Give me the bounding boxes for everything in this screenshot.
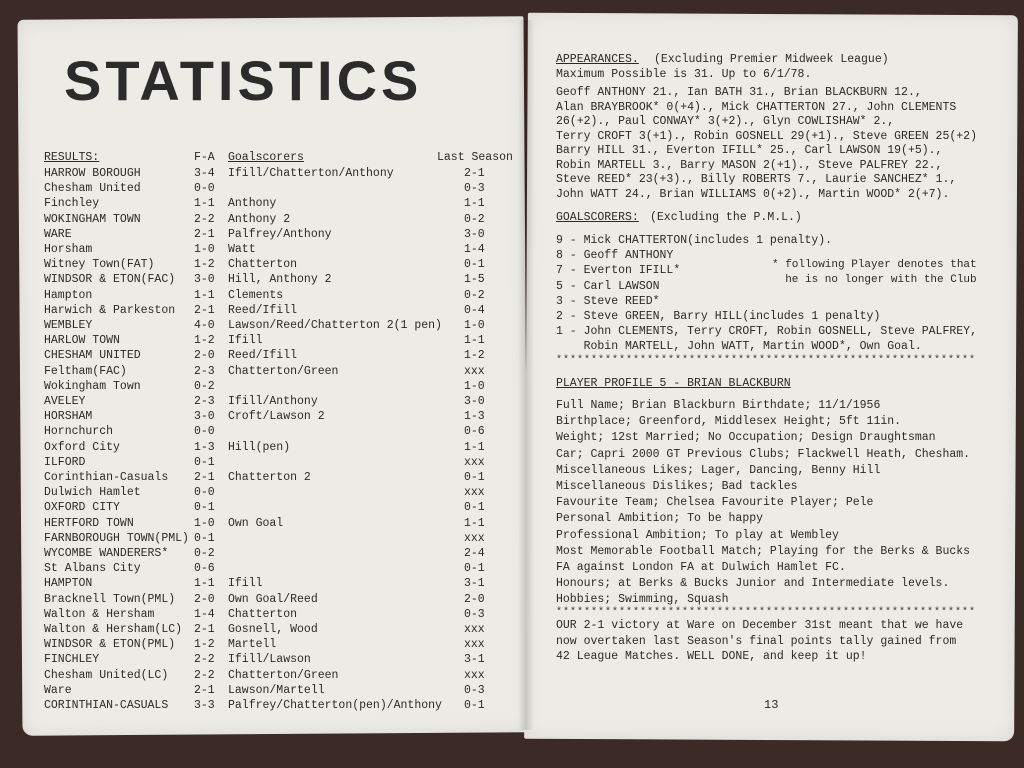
table-row [44, 166, 514, 181]
result-scorers: Gosnell, Wood [228, 623, 318, 636]
result-last-season: xxx [464, 455, 485, 469]
profile-line: Car; Capri 2000 GT Previous Clubs; Flackwell Heath, Chesham. [556, 447, 971, 461]
result-score: 0-0 [194, 182, 215, 196]
appearances-heading: APPEARANCES. [556, 53, 639, 66]
result-last-season: 1-3 [464, 410, 485, 424]
appearances-subheading: (Excluding Premier Midweek League) [654, 53, 889, 66]
result-scorers: Palfrey/Anthony [228, 227, 332, 241]
result-scorers: Own Goal/Reed [228, 592, 318, 606]
result-score: 1-1 [194, 577, 215, 591]
result-scorers: Anthony 2 [228, 212, 291, 226]
result-club: ILFORD [44, 455, 86, 469]
table-row [44, 698, 514, 713]
result-last-season: 1-2 [464, 349, 485, 363]
appearances-line: Maximum Possible is 31. Up to 6/1/78. [556, 68, 812, 81]
closing-line: now overtaken last Season's final points tally gained from [556, 634, 957, 648]
table-row [44, 622, 514, 637]
table-row [44, 531, 514, 546]
profile-line: Full Name; Brian Blackburn Birthdate; 11/1/1956 [556, 399, 881, 412]
result-last-season: 0-1 [464, 501, 485, 515]
table-row [44, 394, 514, 409]
table-row [44, 348, 514, 363]
result-score: 2-1 [194, 303, 215, 317]
result-club: Chesham United [44, 182, 141, 196]
result-club: Feltham(FAC) [44, 364, 127, 378]
table-row [44, 212, 514, 227]
result-last-season: 1-1 [464, 440, 485, 454]
results-heading: RESULTS: [44, 151, 100, 164]
result-scorers: Watt [228, 243, 256, 256]
result-score: 3-0 [194, 273, 215, 287]
table-row [44, 470, 514, 485]
result-club: Bracknell Town(PML) [44, 592, 176, 606]
table-row [44, 668, 514, 683]
result-score: 1-1 [194, 288, 215, 302]
result-score: 0-2 [194, 547, 215, 560]
result-last-season: 0-1 [464, 562, 485, 576]
table-row [44, 561, 514, 576]
goalscorer-line: 7 - Everton IFILL* [556, 264, 681, 278]
result-club: Chesham United(LC) [44, 668, 169, 682]
result-scorers: Ifill/Chatterton/Anthony [228, 167, 394, 180]
table-row [44, 227, 514, 242]
goalscorer-line: 9 - Mick CHATTERTON(includes 1 penalty). [556, 234, 833, 247]
goalscorers-heading: GOALSCORERS: [556, 211, 639, 224]
result-score: 3-0 [194, 410, 215, 424]
result-last-season: 1-1 [464, 334, 485, 348]
result-scorers: Hill, Anthony 2 [228, 273, 332, 287]
result-club: Wokingham Town [44, 379, 141, 393]
footnote-line: he is no longer with the Club [772, 274, 977, 286]
result-last-season: 0-3 [464, 182, 485, 196]
last-season-heading: Last Season [437, 151, 513, 164]
table-row [44, 196, 514, 211]
result-score: 1-2 [194, 334, 215, 348]
table-row [44, 607, 514, 622]
result-scorers: Martell [228, 638, 277, 652]
result-club: Witney Town(FAT) [44, 258, 155, 272]
profile-line: Honours; at Berks & Bucks Junior and Intermediate levels. [556, 577, 950, 591]
result-score: 2-1 [194, 471, 215, 484]
result-score: 2-2 [194, 653, 215, 667]
result-score: 3-3 [194, 699, 215, 712]
result-last-season: 3-0 [464, 395, 485, 408]
result-score: 0-0 [194, 486, 215, 500]
result-scorers: Anthony [228, 197, 277, 211]
table-row [44, 409, 514, 424]
result-score: 2-3 [194, 395, 215, 408]
profile-line: Favourite Team; Chelsea Favourite Player; Pele [556, 496, 874, 510]
result-club: OXFORD CITY [44, 501, 120, 515]
result-last-season: 0-3 [464, 683, 485, 697]
closing-line: 42 League Matches. WELL DONE, and keep it up! [556, 650, 867, 663]
result-last-season: 3-1 [464, 653, 485, 667]
result-club: CHESHAM UNITED [44, 349, 141, 363]
result-score: 1-1 [194, 197, 215, 211]
table-row [44, 364, 514, 379]
result-score: 3-4 [194, 167, 215, 180]
result-club: HARLOW TOWN [44, 334, 120, 348]
closing-line: OUR 2-1 victory at Ware on December 31st meant that we have [556, 619, 964, 632]
profile-heading: PLAYER PROFILE 5 - BRIAN BLACKBURN [556, 377, 791, 390]
table-row [44, 637, 514, 652]
page-gutter [518, 20, 534, 730]
result-score: 2-2 [194, 212, 215, 226]
result-score: 0-1 [194, 501, 215, 515]
result-scorers: Chatterton [228, 258, 298, 272]
star-divider: ************************************************************ [556, 355, 977, 366]
result-score: 1-2 [194, 638, 215, 652]
result-score: 0-2 [194, 379, 215, 393]
result-club: FINCHLEY [44, 653, 100, 667]
result-scorers: Ifill [228, 577, 263, 591]
profile-line: Hobbies; Swimming, Squash [556, 593, 729, 607]
profile-line: Most Memorable Football Match; Playing for the Berks & Bucks [556, 544, 971, 558]
result-score: 1-3 [194, 440, 215, 454]
result-club: Hornchurch [44, 425, 114, 439]
goalscorer-line: 3 - Steve REED* [556, 294, 660, 308]
table-row [44, 272, 514, 287]
result-club: FARNBOROUGH TOWN(PML) [44, 531, 189, 545]
goalscorer-line: Robin MARTELL, John WATT, Martin WOOD*, Own Goal. [556, 340, 922, 354]
goalscorers-subheading: (Excluding the P.M.L.) [650, 211, 802, 224]
appearances-line: Robin MARTELL 3., Barry MASON 2(+1)., Steve PALFREY 22., [556, 158, 943, 172]
table-row [44, 379, 514, 394]
result-last-season: 0-6 [464, 425, 485, 439]
result-club: Finchley [44, 197, 100, 211]
table-row [44, 500, 514, 515]
result-score: 2-0 [194, 349, 215, 363]
goalscorer-line: 5 - Carl LAWSON [556, 279, 660, 293]
result-last-season: 1-0 [464, 319, 485, 332]
result-club: WYCOMBE WANDERERS* [44, 547, 169, 560]
result-score: 2-1 [194, 623, 215, 636]
result-club: HAMPTON [44, 577, 93, 591]
appearances-line: Barry HILL 31., Everton IFILL* 25., Carl LAWSON 19(+5)., [556, 144, 943, 157]
profile-line: Personal Ambition; To be happy [556, 512, 764, 526]
result-last-season: xxx [464, 486, 485, 500]
result-last-season: 0-4 [464, 303, 485, 317]
page-title: STATISTICS [64, 49, 423, 112]
result-last-season: 3-1 [464, 577, 485, 591]
result-club: Hampton [44, 288, 93, 302]
result-scorers: Hill(pen) [228, 440, 291, 454]
result-last-season: 2-4 [464, 547, 485, 560]
appearances-line: Geoff ANTHONY 21., Ian BATH 31., Brian BLACKBURN 12., [556, 86, 922, 99]
table-row [44, 303, 514, 318]
page-number: 13 [764, 698, 779, 712]
result-score: 2-0 [194, 592, 215, 606]
result-scorers: Chatterton/Green [228, 668, 339, 682]
profile-line: Weight; 12st Married; No Occupation; Design Draughtsman [556, 431, 936, 445]
table-row [44, 288, 514, 303]
result-last-season: 0-2 [464, 288, 485, 302]
result-score: 1-2 [194, 258, 215, 272]
appearances-line: Terry CROFT 3(+1)., Robin GOSNELL 29(+1)., Steve GREEN 25(+2) [556, 129, 977, 143]
result-score: 0-1 [194, 531, 215, 545]
profile-line: Miscellaneous Dislikes; Bad tackles [556, 480, 798, 493]
result-last-season: xxx [464, 531, 485, 545]
appearances-line: Steve REED* 23(+3)., Billy ROBERTS 7., Laurie SANCHEZ* 1., [556, 173, 957, 186]
result-scorers: Ifill/Lawson [228, 653, 311, 667]
result-score: 2-1 [194, 227, 215, 241]
table-row [44, 652, 514, 667]
result-last-season: xxx [464, 364, 485, 378]
table-row [44, 485, 514, 500]
result-score: 0-1 [194, 455, 215, 469]
result-score: 2-1 [194, 683, 215, 697]
result-club: WINDSOR & ETON(FAC) [44, 273, 176, 287]
result-score: 1-4 [194, 607, 215, 621]
table-row [44, 318, 514, 333]
result-score: 4-0 [194, 319, 215, 332]
profile-line: Birthplace; Greenford, Middlesex Height; 5ft 11in. [556, 415, 902, 429]
profile-line: FA against London FA at Dulwich Hamlet FC. [556, 561, 846, 574]
goalscorer-line: 2 - Steve GREEN, Barry HILL(includes 1 penalty) [556, 310, 881, 323]
results-header-row [44, 150, 514, 165]
result-club: WEMBLEY [44, 319, 93, 332]
goalscorer-line: 8 - Geoff ANTHONY [556, 249, 674, 263]
result-club: HERTFORD TOWN [44, 516, 134, 530]
result-scorers: Clements [228, 288, 284, 302]
result-last-season: 1-5 [464, 273, 485, 287]
result-score: 2-2 [194, 668, 215, 682]
result-scorers: Croft/Lawson 2 [228, 410, 325, 424]
result-scorers: Reed/Ifill [228, 349, 298, 363]
table-row [44, 516, 514, 531]
goalscorer-line: 1 - John CLEMENTS, Terry CROFT, Robin GOSNELL, Steve PALFREY, [556, 325, 977, 339]
appearances-line: 26(+2)., Paul CONWAY* 3(+2)., Glyn COWLISHAW* 2., [556, 115, 895, 128]
result-scorers: Chatterton/Green [228, 364, 339, 378]
result-club: WOKINGHAM TOWN [44, 212, 141, 226]
result-score: 1-0 [194, 243, 215, 256]
result-club: WARE [44, 227, 72, 241]
result-scorers: Lawson/Martell [228, 683, 325, 697]
result-last-season: xxx [464, 668, 485, 682]
result-club: Oxford City [44, 440, 120, 454]
result-club: WINDSOR & ETON(PML) [44, 638, 176, 652]
result-scorers: Palfrey/Chatterton(pen)/Anthony [228, 699, 442, 712]
table-row [44, 181, 514, 196]
result-score: 2-3 [194, 364, 215, 378]
result-scorers: Reed/Ifill [228, 303, 298, 317]
goalscorers-heading: Goalscorers [228, 151, 304, 164]
result-last-season: 0-3 [464, 607, 485, 621]
table-row [44, 592, 514, 607]
table-row [44, 683, 514, 698]
result-last-season: 0-1 [464, 258, 485, 272]
result-last-season: 0-1 [464, 471, 485, 484]
appearances-line: John WATT 24., Brian WILLIAMS 0(+2)., Martin WOOD* 2(+7). [556, 187, 950, 201]
result-club: St Albans City [44, 562, 141, 576]
result-scorers: Chatterton 2 [228, 471, 311, 484]
result-club: Dulwich Hamlet [44, 486, 141, 500]
profile-line: Professional Ambition; To play at Wembley [556, 528, 839, 542]
result-club: HORSHAM [44, 410, 93, 424]
result-last-season: 0-2 [464, 212, 485, 226]
result-last-season: 1-1 [464, 516, 485, 530]
result-last-season: 2-0 [464, 592, 485, 606]
result-club: Corinthian-Casuals [44, 471, 169, 484]
table-row [44, 242, 514, 257]
result-last-season: 2-1 [464, 167, 485, 180]
profile-line: Miscellaneous Likes; Lager, Dancing, Benny Hill [556, 463, 881, 477]
result-score: 0-6 [194, 562, 215, 576]
result-club: AVELEY [44, 395, 86, 408]
result-scorers: Ifill/Anthony [228, 395, 318, 408]
result-club: Walton & Hersham(LC) [44, 623, 183, 636]
table-row [44, 440, 514, 455]
result-scorers: Own Goal [228, 516, 284, 530]
result-club: HARROW BOROUGH [44, 167, 141, 180]
result-last-season: 1-0 [464, 379, 485, 393]
table-row [44, 333, 514, 348]
result-scorers: Lawson/Reed/Chatterton 2(1 pen) [228, 319, 442, 332]
result-last-season: xxx [464, 638, 485, 652]
table-row [44, 257, 514, 272]
result-club: Ware [44, 683, 72, 697]
result-last-season: xxx [464, 623, 485, 636]
result-club: Horsham [44, 243, 93, 256]
result-last-season: 0-1 [464, 699, 485, 712]
result-scorers: Ifill [228, 334, 263, 348]
result-club: Harwich & Parkeston [44, 303, 176, 317]
footnote-line: * following Player denotes that [772, 259, 977, 271]
appearances-line: Alan BRAYBROOK* 0(+4)., Mick CHATTERTON 27., John CLEMENTS [556, 100, 957, 114]
table-row [44, 424, 514, 439]
result-club: CORINTHIAN-CASUALS [44, 699, 169, 712]
result-score: 0-0 [194, 425, 215, 439]
result-last-season: 1-4 [464, 243, 485, 256]
result-last-season: 3-0 [464, 227, 485, 241]
result-club: Walton & Hersham [44, 607, 155, 621]
result-score: 1-0 [194, 516, 215, 530]
fa-heading: F-A [194, 151, 215, 164]
result-last-season: 1-1 [464, 197, 485, 211]
result-scorers: Chatterton [228, 607, 298, 621]
table-row [44, 576, 514, 591]
table-row [44, 455, 514, 470]
star-divider: ************************************************************ [556, 607, 977, 618]
table-row [44, 546, 514, 561]
